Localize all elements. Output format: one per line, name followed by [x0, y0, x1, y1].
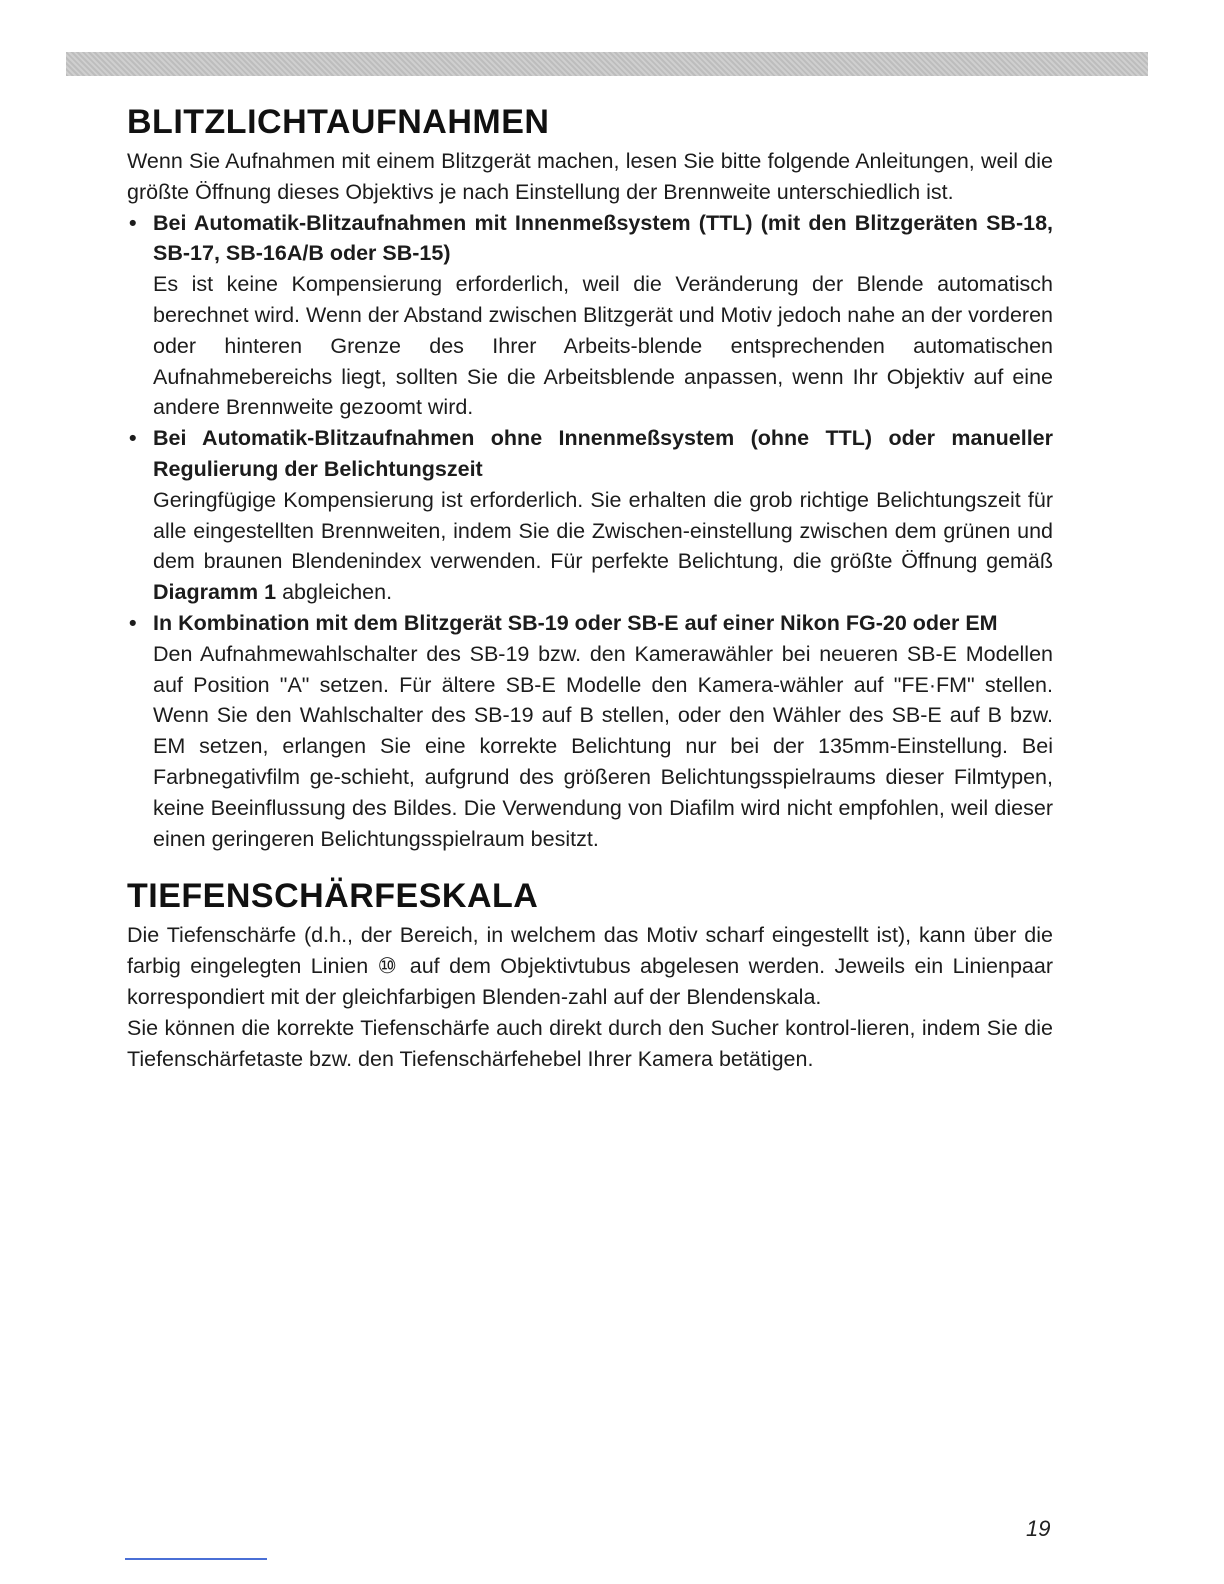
bullet-marker: •: [129, 210, 137, 235]
page-number: 19: [1026, 1516, 1051, 1541]
bullet-body-text: Geringfügige Kompensierung ist erforderlich. Sie erhalten die grob richtige Belichtungszeit für alle eingestellten Brennweiten, indem Sie die Zwischen-einstellung zwischen dem grünen und dem braunen Blendenindex verwenden. Für perfekte Belichtung, die größte Öffnung gemäß: [153, 487, 1053, 574]
page-content: [127, 98, 1053, 1074]
bullet-item-non-ttl: [127, 423, 1053, 608]
section-paragraph: Die Tiefenschärfe (d.h., der Bereich, in welchem das Motiv scharf eingestellt ist), kann über die farbig eingelegten Linien ⑩ auf dem Objektivtubus abgelesen werden. Jeweils ein Linienpaar korrespondiert mit der gleichfarbigen Blenden-zahl auf der Blendenskala.: [127, 923, 1053, 1009]
bullet-marker: •: [129, 610, 137, 635]
section-title-depth: TIEFENSCHÄRFESKALA: [127, 877, 539, 916]
diagram-reference: Diagramm 1: [153, 580, 277, 605]
section-intro: Wenn Sie Aufnahmen mit einem Blitzgerät machen, lesen Sie bitte folgende Anleitungen, weil die größte Öffnung dieses Objektivs je nach Einstellung der Brennweite unterschiedlich ist.: [127, 149, 1053, 204]
bullet-title: Bei Automatik-Blitzaufnahmen mit Innenmeßsystem (TTL) (mit den Blitzgeräten SB-18, SB-17, SB-16A/B oder SB-15): [153, 210, 1053, 266]
footer-line: [125, 1558, 267, 1560]
bullet-title: In Kombination mit dem Blitzgerät SB-19 oder SB-E auf einer Nikon FG-20 oder EM: [153, 610, 998, 635]
header-bar: [66, 52, 1148, 76]
bullet-item-ttl: [127, 208, 1053, 424]
bullet-body: Es ist keine Kompensierung erforderlich, weil die Veränderung der Blende automatisch berechnet wird. Wenn der Abstand zwischen Blitzgerät und Motiv jedoch nahe an der vorderen oder hinteren Grenze des Ihrer Arbeits-blende entsprechenden automatischen Aufnahmebereichs liegt, sollten Sie die Arbeitsblende anpassen, wenn Ihr Objektiv auf eine andere Brennweite gezoomt wird.: [153, 272, 1053, 420]
section-title-flash: BLITZLICHTAUFNAHMEN: [127, 103, 550, 141]
bullet-body-text-end: abgleichen.: [276, 580, 393, 605]
bullet-body: Den Aufnahmewahlschalter des SB-19 bzw. den Kamerawähler bei neueren SB-E Modellen auf Position "A" setzen. Für ältere SB-E Modelle den Kamera-wähler auf "FE·FM" stellen. Wenn Sie den Wahlschalter des SB-19 auf B stellen, oder den Wähler des SB-E auf B bzw. EM setzen, erlangen Sie eine korrekte Belichtung nur bei der 135mm-Einstellung. Bei Farbnegativfilm ge-schieht, aufgrund des größeren Belichtungsspielraums dieser Filmtypen, keine Beeinflussung des Bildes. Die Verwendung von Diafilm wird nicht empfohlen, weil dieser einen geringeren Belichtungsspielraum besitzt.: [153, 641, 1053, 851]
section-depth-of-field: [127, 872, 1053, 1074]
bullet-item-sb19: [127, 608, 1053, 854]
section-paragraph: Sie können die korrekte Tiefenschärfe auch direkt durch den Sucher kontrol-lieren, indem Sie die Tiefenschärfetaste bzw. den Tiefenschärfehebel Ihrer Kamera betätigen.: [127, 1015, 1053, 1071]
bullet-body: [153, 485, 1053, 608]
bullet-marker: •: [129, 426, 137, 451]
bullet-title: Bei Automatik-Blitzaufnahmen ohne Innenmeßsystem (ohne TTL) oder manueller Regulierung der Belichtungszeit: [153, 426, 1053, 481]
